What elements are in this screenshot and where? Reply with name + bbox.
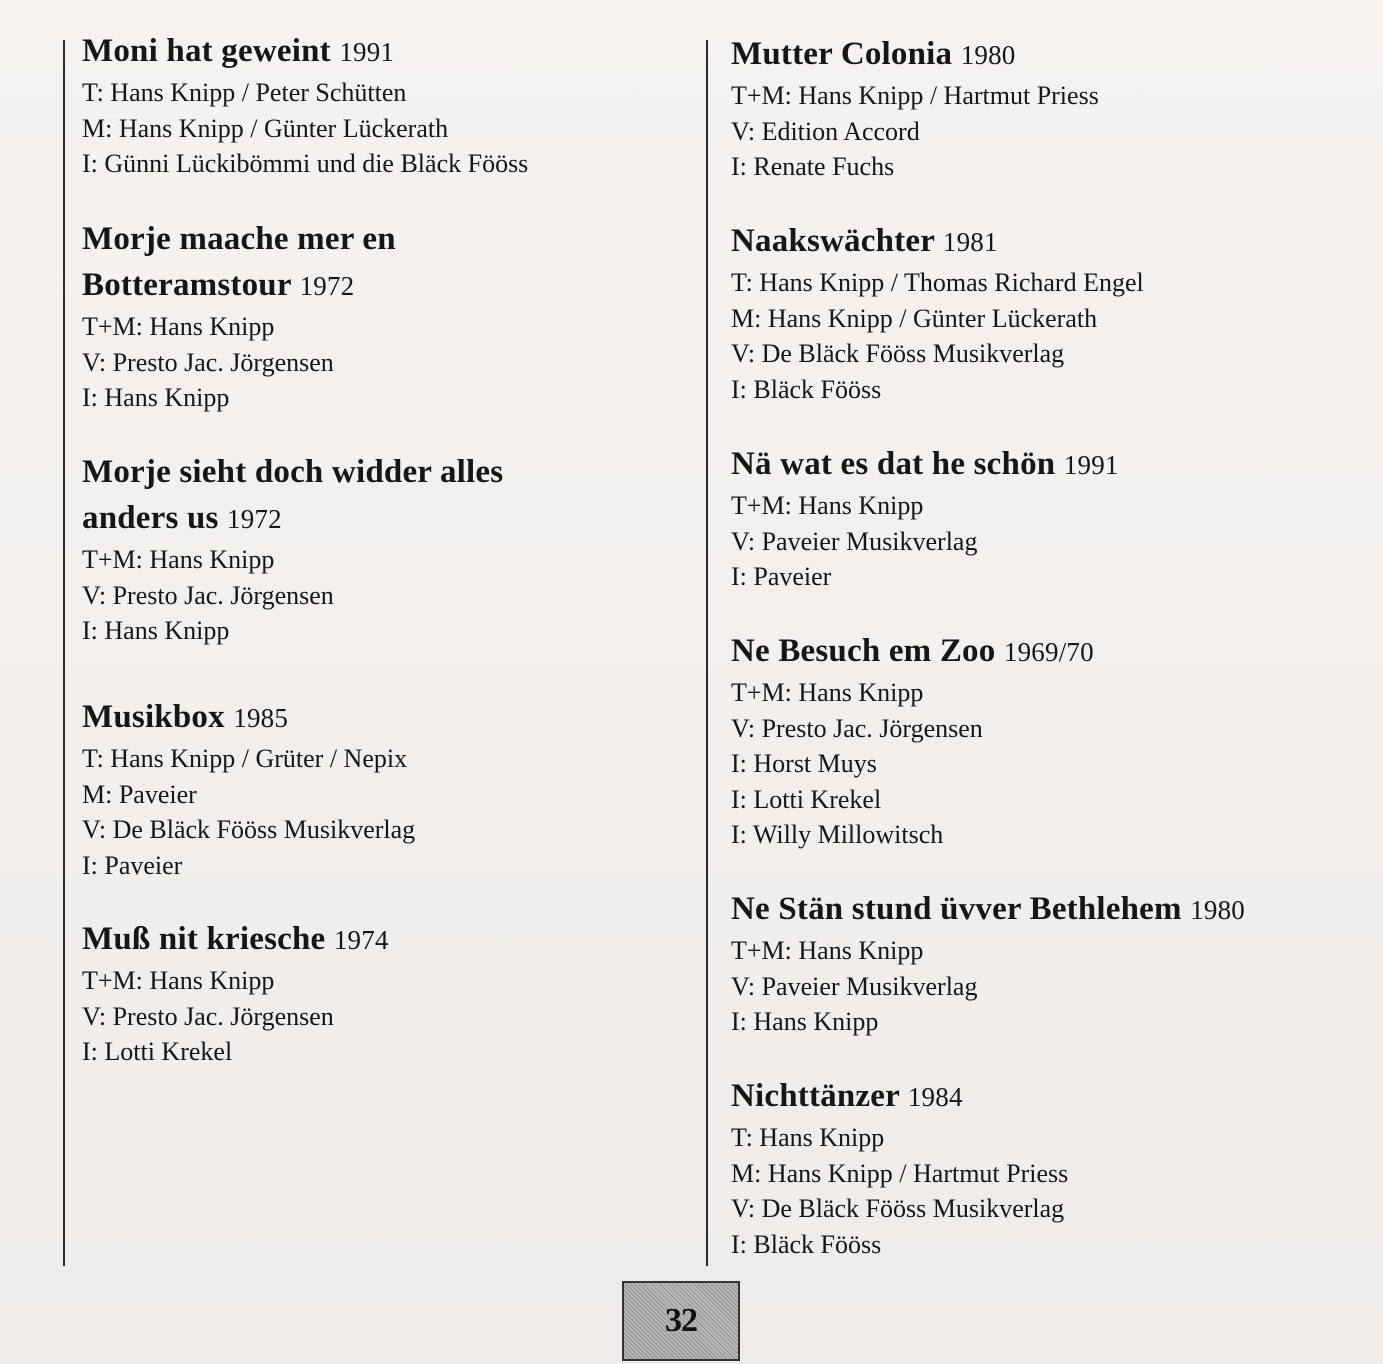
song-year: 1991 (339, 37, 395, 67)
credit-line: T+M: Hans Knipp (731, 936, 924, 965)
song-year: 1980 (1190, 895, 1245, 925)
credit-line: I: Paveier (82, 850, 183, 880)
song-title: Morje maache mer en (82, 221, 396, 257)
song-entry (731, 31, 1331, 185)
credit-line: V: De Bläck Fööss Musikverlag (731, 339, 1065, 368)
song-year: 1972 (299, 271, 355, 301)
song-year: 1980 (960, 40, 1016, 70)
song-title: Ne Stän stund üvver Bethlehem 1980 (731, 891, 1245, 927)
credit-line: T+M: Hans Knipp (731, 491, 924, 520)
credit-line: I: Lotti Krekel (731, 784, 882, 814)
song-entry (731, 441, 1331, 595)
song-entry (82, 916, 682, 1070)
credit-line: I: Bläck Fööss (731, 1229, 882, 1259)
song-year: 1984 (907, 1082, 963, 1112)
song-entry (731, 1073, 1331, 1262)
song-year: 1972 (227, 504, 282, 534)
credit-line: T: Hans Knipp (731, 1123, 885, 1152)
credit-line: T+M: Hans Knipp (82, 312, 275, 341)
center-column-rule (706, 40, 708, 1266)
credit-line: M: Hans Knipp / Günter Lückerath (82, 113, 449, 143)
song-entry (731, 886, 1331, 1040)
credit-line: I: Hans Knipp (82, 383, 230, 412)
credit-line: M: Hans Knipp / Günter Lückerath (731, 303, 1098, 333)
page-number: 32 (665, 1302, 697, 1339)
credit-line: V: Presto Jac. Jörgensen (82, 580, 334, 610)
credit-line: T: Hans Knipp / Thomas Richard Engel (731, 268, 1144, 297)
credit-line: V: Edition Accord (731, 116, 920, 146)
page-number-box (622, 1281, 740, 1361)
credit-line: I: Renate Fuchs (731, 152, 895, 181)
song-title: Nä wat es dat he schön 1991 (731, 446, 1119, 482)
credit-line: I: Günni Lückibömmi und die Bläck Fööss (82, 149, 529, 178)
song-title: Muß nit kriesche 1974 (82, 921, 389, 957)
credit-line: V: Presto Jac. Jörgensen (82, 1001, 334, 1031)
credit-line: T: Hans Knipp / Peter Schütten (82, 78, 407, 107)
song-title: Musikbox 1985 (82, 699, 289, 735)
credit-line: V: Paveier Musikverlag (731, 526, 978, 556)
credit-line: V: Paveier Musikverlag (731, 971, 978, 1001)
song-title: Moni hat geweint 1991 (82, 33, 395, 69)
credit-line: M: Paveier (82, 779, 197, 809)
credit-line: I: Willy Millowitsch (731, 820, 944, 849)
credit-line: I: Paveier (731, 562, 832, 591)
song-entry (82, 216, 682, 416)
song-year: 1969/70 (1003, 637, 1094, 667)
credit-line: I: Lotti Krekel (82, 1037, 233, 1066)
song-year: 1981 (942, 227, 998, 257)
song-title-continued: Botteramstour 1972 (82, 267, 355, 303)
song-title: Mutter Colonia 1980 (731, 36, 1016, 72)
song-title: Naakswächter 1981 (731, 223, 998, 259)
song-entry (731, 218, 1331, 407)
credit-line: T+M: Hans Knipp / Hartmut Priess (731, 81, 1099, 110)
credit-line: M: Hans Knipp / Hartmut Priess (731, 1158, 1069, 1188)
credit-line: V: De Bläck Fööss Musikverlag (82, 815, 416, 844)
song-entry (82, 694, 682, 883)
song-title: Ne Besuch em Zoo 1969/70 (731, 633, 1094, 669)
song-entry (731, 628, 1331, 853)
credit-line: T+M: Hans Knipp (82, 966, 275, 995)
song-year: 1974 (333, 925, 389, 955)
song-entry (82, 28, 682, 182)
credit-line: I: Bläck Fööss (731, 374, 882, 404)
song-entry (82, 449, 682, 649)
song-title: Nichttänzer 1984 (731, 1078, 963, 1114)
credit-line: V: De Bläck Fööss Musikverlag (731, 1194, 1065, 1223)
song-title: Morje sieht doch widder alles (82, 454, 504, 490)
credit-line: I: Hans Knipp (731, 1007, 879, 1036)
left-column-rule (63, 40, 65, 1266)
credit-line: T+M: Hans Knipp (82, 545, 275, 574)
song-year: 1991 (1063, 450, 1119, 480)
song-title-continued: anders us 1972 (82, 500, 282, 536)
credit-line: V: Presto Jac. Jörgensen (731, 713, 983, 743)
credit-line: T+M: Hans Knipp (731, 678, 924, 707)
song-year: 1985 (233, 703, 289, 733)
credit-line: I: Horst Muys (731, 749, 877, 778)
credit-line: T: Hans Knipp / Grüter / Nepix (82, 744, 408, 773)
credit-line: V: Presto Jac. Jörgensen (82, 347, 334, 377)
credit-line: I: Hans Knipp (82, 616, 230, 645)
